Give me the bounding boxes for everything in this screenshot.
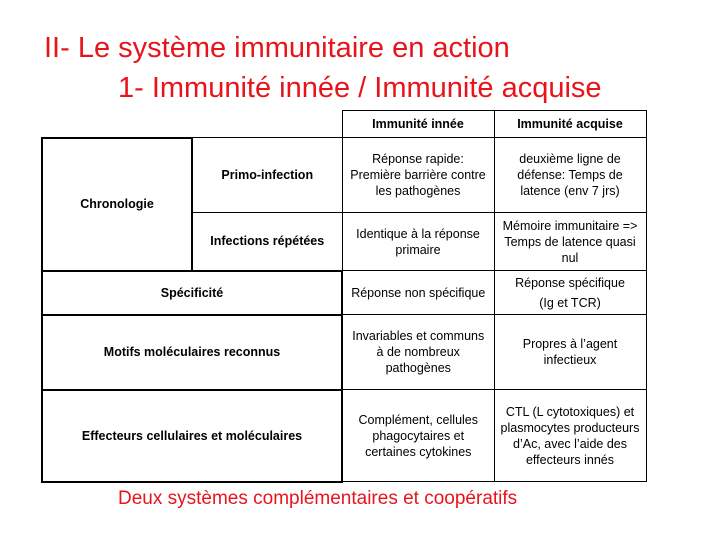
cell-primo-innee: Réponse rapide: Première barrière contre les pathogènes	[342, 138, 494, 213]
row-label-specificite: Spécificité	[42, 271, 342, 315]
cell-specificite-acquise	[494, 271, 646, 315]
empty-corner-cell	[42, 111, 192, 138]
row-label-infections-repetees: Infections répétées	[192, 213, 342, 271]
comparison-table	[41, 110, 647, 483]
footer-conclusion: Deux systèmes complémentaires et coopératifs	[118, 488, 518, 509]
table-row	[42, 390, 646, 482]
table-row	[42, 315, 646, 390]
row-label-motifs: Motifs moléculaires reconnus	[42, 315, 342, 390]
header-immunite-innee: Immunité innée	[342, 111, 494, 138]
empty-corner-cell	[192, 111, 342, 138]
table-row	[42, 138, 646, 213]
cell-repetees-acquise: Mémoire immunitaire => Temps de latence quasi nul	[494, 213, 646, 271]
table-row	[42, 271, 646, 315]
cell-effecteurs-innee: Complément, cellules phagocytaires et certaines cytokines	[342, 390, 494, 482]
row-label-chronologie: Chronologie	[42, 138, 192, 271]
table-header-row	[42, 111, 646, 138]
slide-subtitle: 1- Immunité innée / Immunité acquise	[118, 72, 602, 104]
cell-specificite-acquise-line2: (Ig et TCR)	[539, 295, 601, 310]
row-label-effecteurs: Effecteurs cellulaires et moléculaires	[42, 390, 342, 482]
row-label-primo-infection: Primo-infection	[192, 138, 342, 213]
cell-effecteurs-acquise: CTL (L cytotoxiques) et plasmocytes producteurs d’Ac, avec l’aide des effecteurs innés	[494, 390, 646, 482]
cell-repetees-innee: Identique à la réponse primaire	[342, 213, 494, 271]
cell-primo-acquise: deuxième ligne de défense: Temps de latence (env 7 jrs)	[494, 138, 646, 213]
cell-specificite-acquise-line1: Réponse spécifique	[515, 275, 625, 290]
slide-title: II- Le système immunitaire en action	[44, 32, 510, 64]
cell-specificite-innee: Réponse non spécifique	[342, 271, 494, 315]
header-immunite-acquise: Immunité acquise	[494, 111, 646, 138]
cell-motifs-acquise: Propres à l’agent infectieux	[494, 315, 646, 390]
cell-motifs-innee: Invariables et communs à de nombreux pathogènes	[342, 315, 494, 390]
